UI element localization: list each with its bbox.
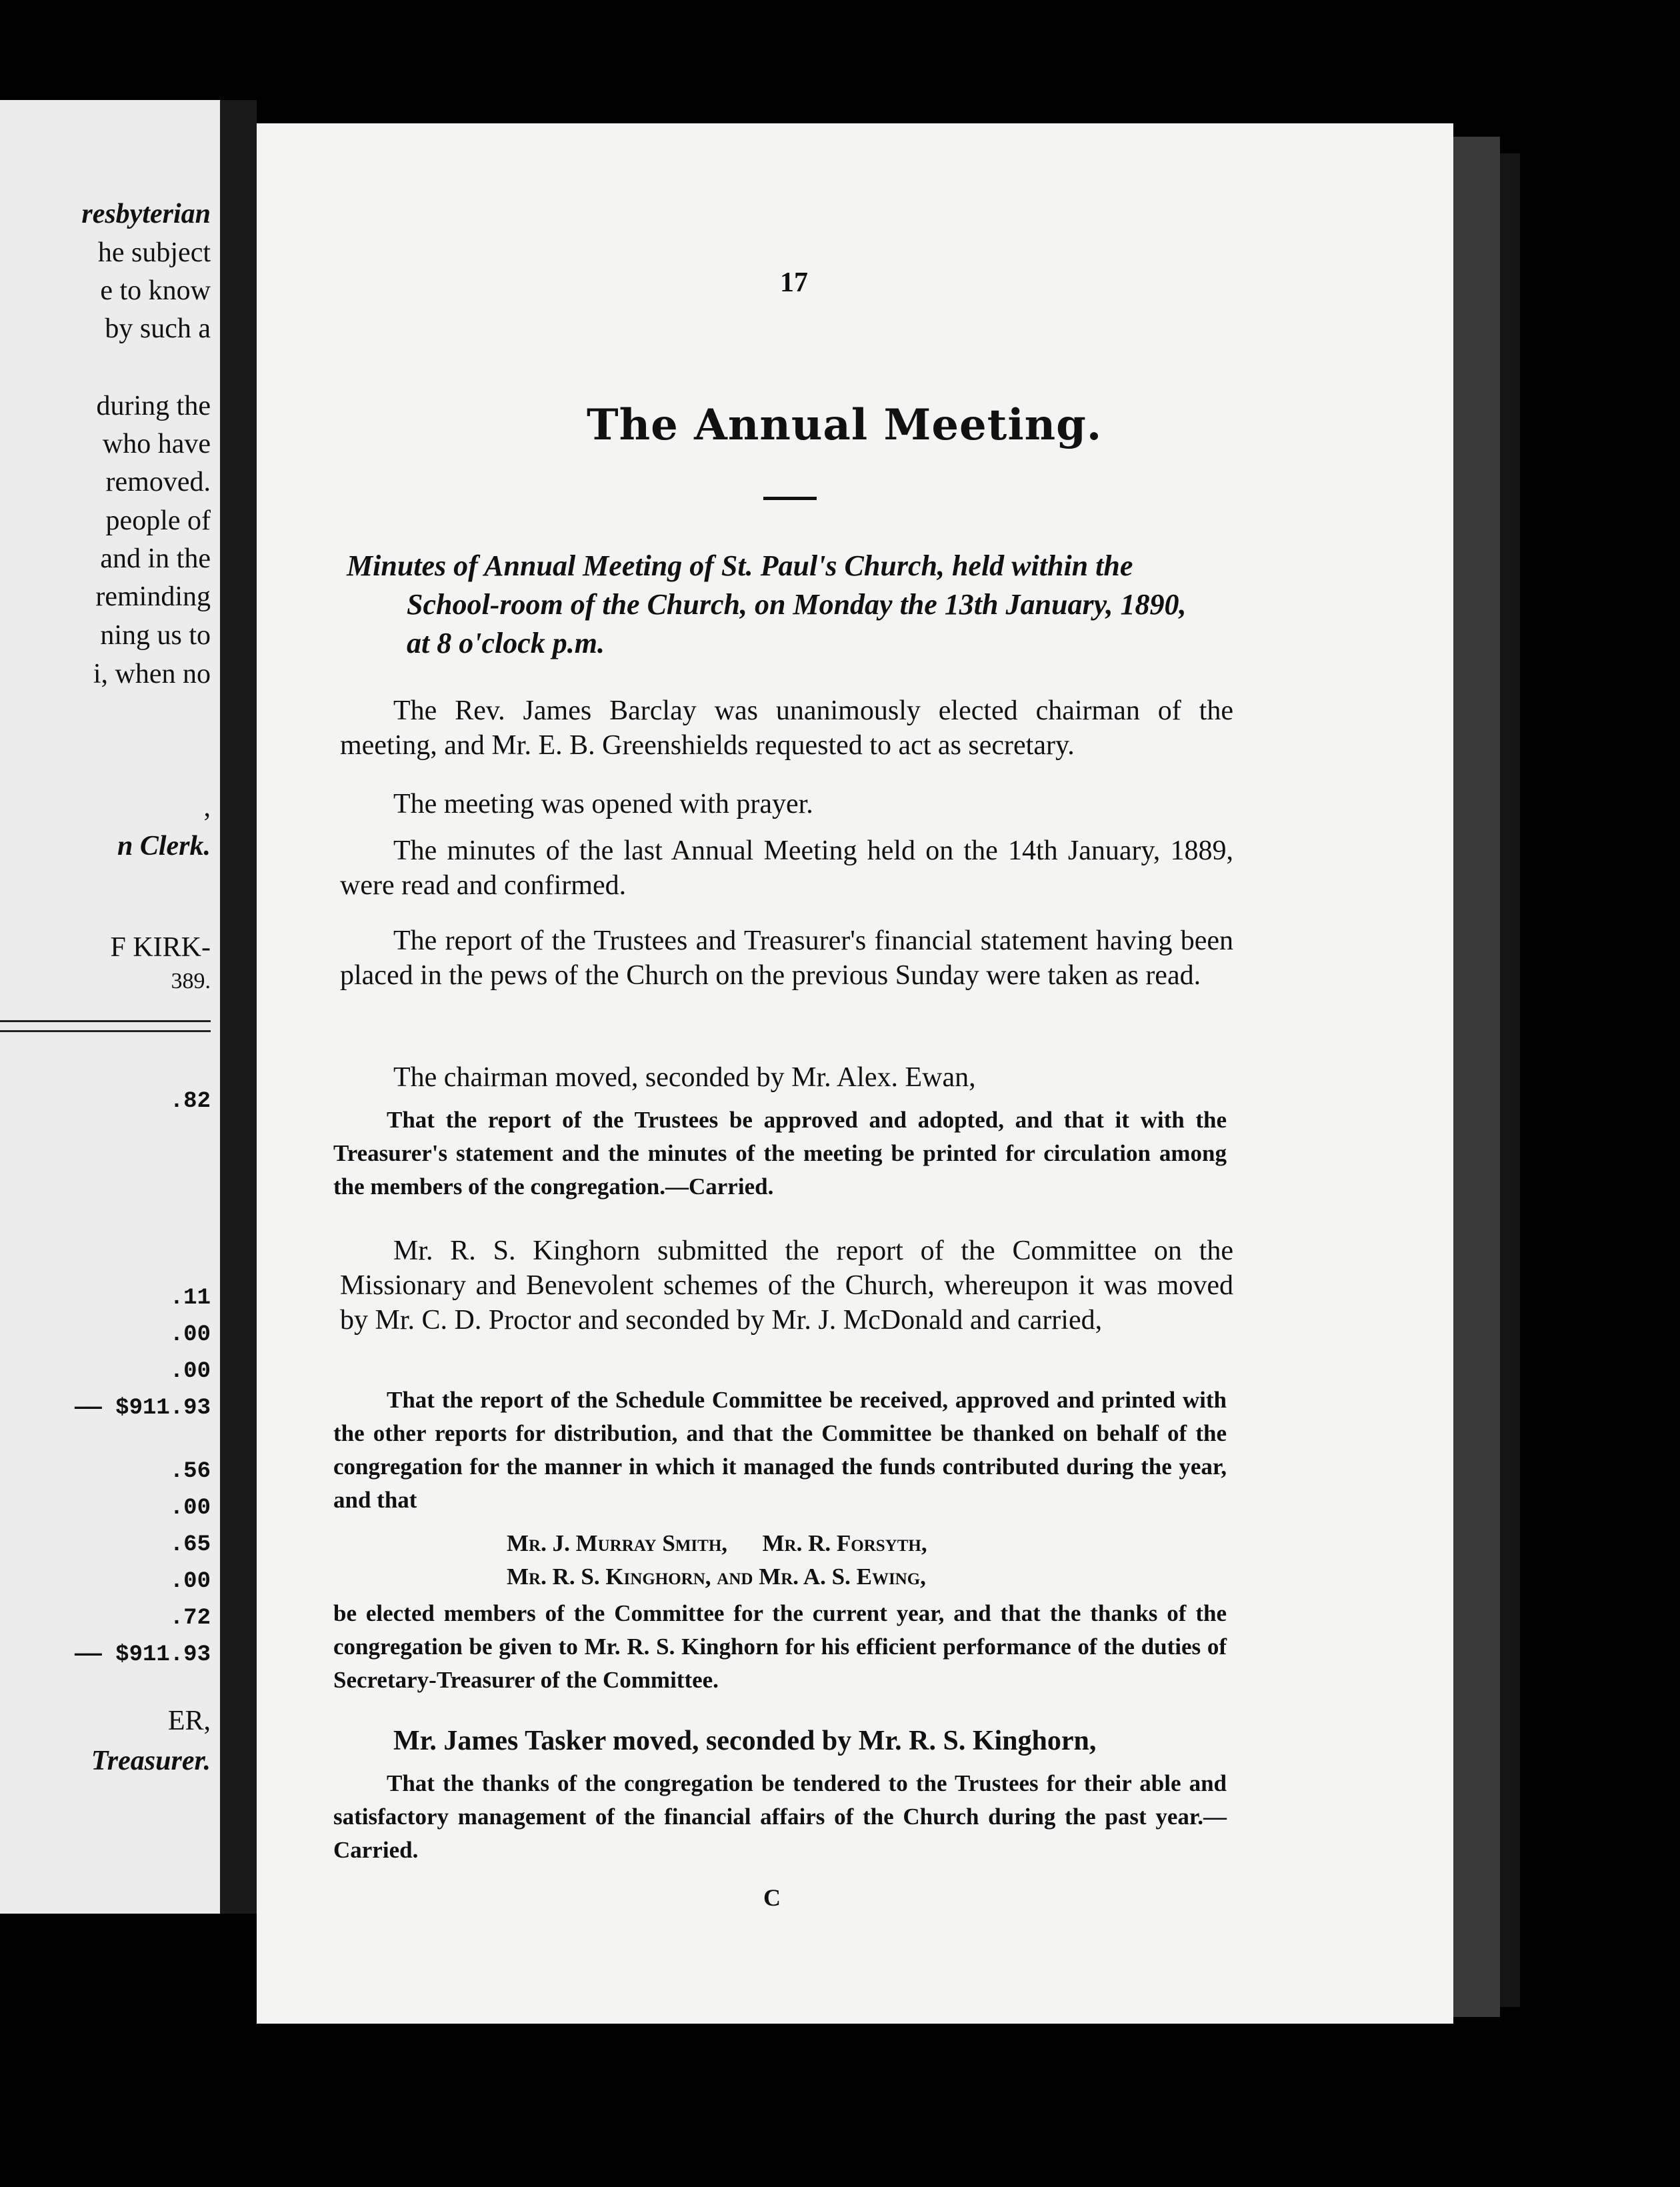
left-page-line: F KIRK-	[110, 932, 211, 963]
heading-line-1: Minutes of Annual Meeting of St. Paul's Church, held within the	[347, 549, 1133, 582]
left-page-line: ning us to	[100, 620, 211, 651]
left-page-line: .82	[169, 1089, 211, 1114]
paragraph-report-read: The report of the Trustees and Treasurer's financial statement having been placed in the pews of the Church on the previous Sunday were taken as read.	[340, 925, 1233, 991]
motion-trustees-report: That the report of the Trustees be approved and adopted, and that it with the Treasurer's statement and the minutes of the meeting be printed for circulation among the members of the congregation.—Carried.	[333, 1107, 1227, 1200]
motion-elected-members: be elected members of the Committee for the current year, and that the thanks of the congregation be given to Mr. R. S. Kinghorn for his efficient performance of the duties of Secretary-Treasurer of the Committee.	[333, 1600, 1227, 1693]
left-page-line: i, when no	[93, 659, 211, 689]
left-page-line: Treasurer.	[91, 1746, 211, 1776]
signature-mark: C	[763, 1884, 781, 1911]
left-page-line: .56	[169, 1459, 211, 1484]
page-edge-shadow	[1500, 153, 1520, 2007]
left-page-line: .00	[169, 1322, 211, 1348]
page-title: The Annual Meeting.	[587, 400, 1103, 450]
motion-thanks-trustees: That the thanks of the congregation be tendered to the Trustees for their able and satisfactory management of the financial affairs of the Church during the past year.—Carried.	[333, 1770, 1227, 1863]
title-rule	[763, 497, 817, 500]
left-page-line: ,	[203, 792, 211, 823]
paragraph-prayer: The meeting was opened with prayer.	[393, 789, 813, 819]
paragraph-chairman-moved: The chairman moved, seconded by Mr. Alex. Ewan,	[393, 1062, 976, 1093]
minutes-heading	[347, 547, 1240, 663]
left-page-line: he subject	[97, 237, 211, 268]
paragraph-chairman-elected: The Rev. James Barclay was unanimously elected chairman of the meeting, and Mr. E. B. Greenshields requested to act as secretary.	[340, 695, 1233, 761]
left-page-rule	[0, 1020, 211, 1022]
left-page-line: .00	[169, 1496, 211, 1521]
paragraph-minutes-confirmed: The minutes of the last Annual Meeting held on the 14th January, 1889, were read and confirmed.	[340, 835, 1233, 901]
left-page-line: who have	[102, 429, 211, 459]
left-page-line: removed.	[105, 467, 211, 497]
left-page-line: .65	[169, 1532, 211, 1558]
left-page-line: 389.	[171, 969, 211, 993]
left-page-line: .00	[169, 1569, 211, 1594]
left-page-line: e to know	[100, 275, 211, 306]
heading-line-3: at 8 o'clock p.m.	[407, 627, 605, 659]
left-page-line: reminding	[95, 581, 211, 612]
left-page-line: .11	[169, 1286, 211, 1311]
heading-line-2: School-room of the Church, on Monday the 13th January, 1890,	[407, 588, 1187, 621]
motion-schedule-committee: That the report of the Schedule Committee be received, approved and printed with the other reports for distribution, and that the Committee be thanked on behalf of the congregation for the manner in which it managed the funds contributed during the year, and that	[333, 1387, 1227, 1513]
book-gutter	[220, 100, 257, 1914]
left-page-line: —— $911.93	[74, 1642, 211, 1668]
paragraph-tasker-moved: Mr. James Tasker moved, seconded by Mr. R. S. Kinghorn,	[393, 1726, 1097, 1756]
left-page-line: —— $911.93	[74, 1396, 211, 1421]
left-page-line: n Clerk.	[117, 831, 211, 861]
page-number: 17	[780, 267, 808, 298]
left-page-line: during the	[96, 391, 211, 421]
left-page-rule	[0, 1030, 211, 1032]
committee-names-line-1: Mr. J. Murray Smith, Mr. R. Forsyth,	[507, 1530, 927, 1556]
left-page-line: .72	[169, 1606, 211, 1631]
left-page-line: ER,	[167, 1706, 211, 1736]
left-page-line: .00	[169, 1359, 211, 1384]
left-page-line: by such a	[105, 313, 211, 344]
paragraph-kinghorn-report: Mr. R. S. Kinghorn submitted the report of the Committee on the Missionary and Benevolent schemes of the Church, whereupon it was moved by Mr. C. D. Proctor and seconded by Mr. J. McDonald and carried,	[340, 1236, 1233, 1336]
left-page-line: people of	[105, 505, 211, 536]
left-page-line: resbyterian	[81, 199, 211, 229]
left-page-fragment	[0, 100, 220, 1914]
committee-names-line-2: Mr. R. S. Kinghorn, and Mr. A. S. Ewing,	[507, 1564, 926, 1590]
page-edge	[1453, 137, 1500, 2017]
left-page-line: and in the	[100, 543, 211, 574]
